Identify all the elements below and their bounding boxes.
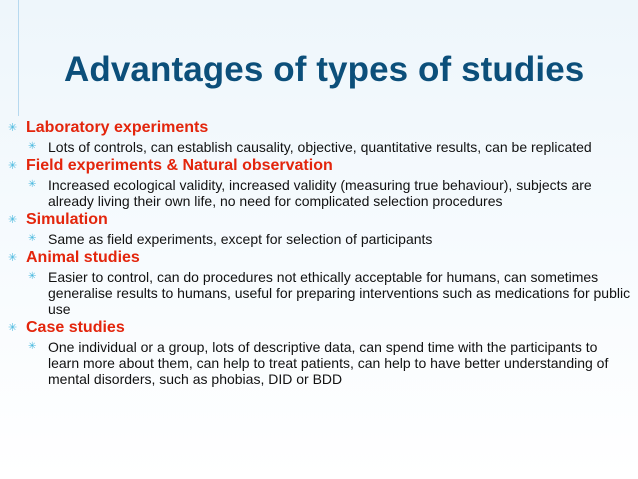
detail-row — [28, 231, 632, 247]
topic-row — [8, 247, 632, 269]
topic-detail: Same as field experiments, except for selection of participants — [48, 231, 433, 247]
topic-row — [8, 155, 632, 177]
topic-row — [8, 209, 632, 231]
topic-detail: Lots of controls, can establish causality, objective, quantitative results, can be replicated — [48, 139, 592, 155]
topic-label: Case studies — [26, 319, 125, 336]
asterisk-bullet-icon: ✳ — [8, 252, 18, 264]
asterisk-bullet-icon: ✳ — [28, 179, 37, 190]
topic-animal-studies — [8, 247, 632, 317]
topic-case-studies — [8, 317, 632, 387]
topic-label: Simulation — [26, 211, 108, 228]
topic-row — [8, 117, 632, 139]
asterisk-bullet-icon: ✳ — [8, 160, 18, 172]
asterisk-bullet-icon: ✳ — [8, 322, 18, 334]
topic-laboratory-experiments — [8, 117, 632, 155]
slide-title: Advantages of types of studies — [64, 50, 585, 89]
topic-row — [8, 317, 632, 339]
asterisk-bullet-icon: ✳ — [8, 122, 18, 134]
topic-label: Laboratory experiments — [26, 119, 209, 136]
topic-label: Animal studies — [26, 249, 140, 266]
detail-row — [28, 269, 632, 317]
topic-detail: Easier to control, can do procedures not ethically acceptable for humans, can sometimes generalise results to humans, useful for preparing interventions such as medications for public use — [48, 269, 631, 317]
asterisk-bullet-icon: ✳ — [8, 214, 18, 226]
detail-row — [28, 139, 632, 155]
topic-detail: Increased ecological validity, increased validity (measuring true behaviour), subjects are already living their own life, no need for complicated selection procedures — [48, 177, 592, 209]
topic-field-experiments — [8, 155, 632, 209]
topic-label: Field experiments & Natural observation — [26, 157, 333, 174]
asterisk-bullet-icon: ✳ — [28, 271, 37, 282]
topic-simulation — [8, 209, 632, 247]
asterisk-bullet-icon: ✳ — [28, 141, 37, 152]
asterisk-bullet-icon: ✳ — [28, 233, 37, 244]
detail-row — [28, 339, 632, 387]
left-accent-rule — [18, 0, 19, 116]
asterisk-bullet-icon: ✳ — [28, 341, 37, 352]
detail-row — [28, 177, 632, 209]
bullet-list — [8, 117, 632, 387]
topic-detail: One individual or a group, lots of descriptive data, can spend time with the participants to learn more about them, can help to treat patients, can help to have better understanding of mental disorders, such as phobias, DID or BDD — [48, 339, 609, 387]
